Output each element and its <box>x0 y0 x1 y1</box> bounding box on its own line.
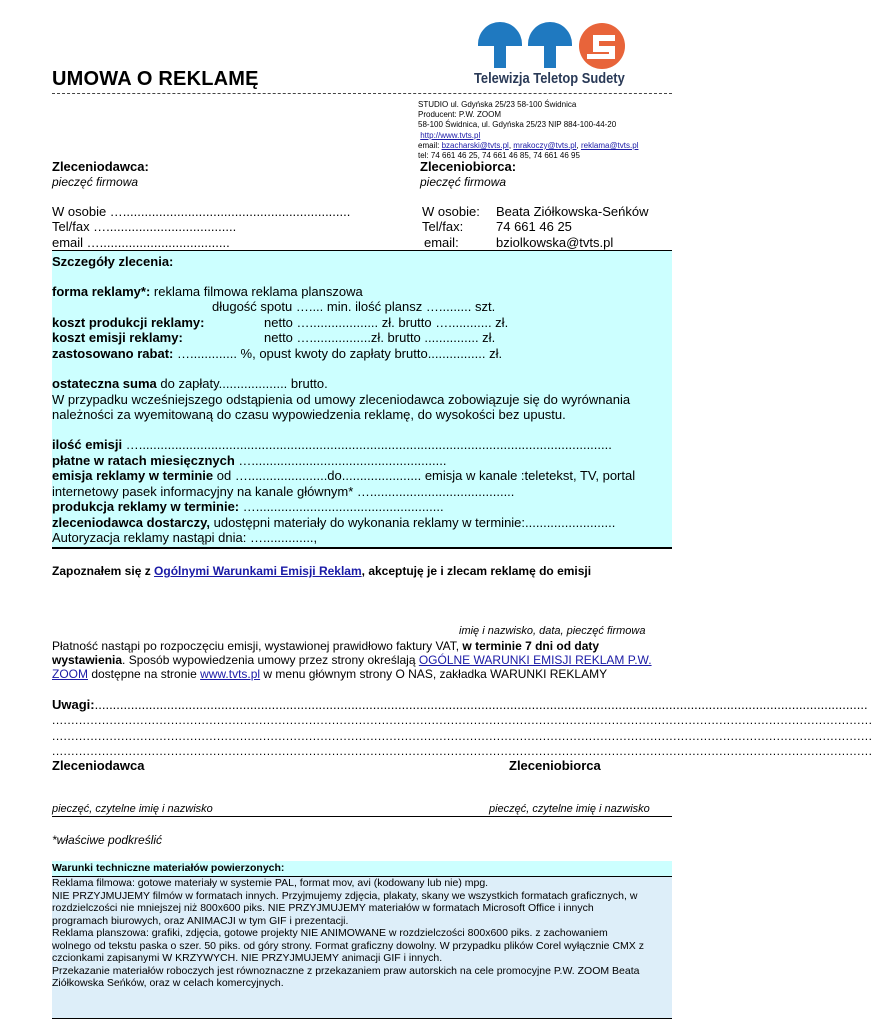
client-signature-label: Zleceniodawca <box>52 758 145 773</box>
studio-producer-address: 58-100 Świdnica, ul. Gdyńska 25/23 NIP 884-100-44-20 <box>418 120 617 130</box>
tech-line: czcionkami zapisanymi W KRZYWYCH. NIE PRZYJMUJEMY animacji GIF i innych. <box>52 952 443 964</box>
client-tel-field[interactable]: Tel/fax ….................................... <box>52 219 237 234</box>
technical-conditions-heading: Warunki techniczne materiałów powierzonych: <box>52 861 672 877</box>
email-link-1[interactable]: bzacharski@tvts.pl <box>441 140 509 150</box>
studio-phones: tel: 74 661 46 25, 74 661 46 85, 74 661 46 95 <box>418 151 580 161</box>
emission-count-value[interactable]: …................................................................................................................................... <box>122 437 612 452</box>
tech-line: NIE PRZYJMUJEMY filmów w formatach innych. Przyjmujemy zdjęcia, plakaty, skany we wszystkich formatach graficznych, w <box>52 889 638 902</box>
ad-form-label: forma reklamy*: <box>52 284 151 299</box>
studio-info <box>418 100 638 161</box>
payment-text-2: . Sposób wypowiedzenia umowy przez strony określają <box>122 653 419 667</box>
general-terms-link[interactable]: Ogólnymi Warunkami Emisji Reklam <box>154 564 362 578</box>
materials-delivery-label: zleceniodawca dostarczy, <box>52 515 210 530</box>
header-divider <box>52 93 672 94</box>
tvts-website-link[interactable]: www.tvts.pl <box>200 667 261 681</box>
payment-terms <box>52 639 672 681</box>
acceptance-statement <box>52 564 591 578</box>
studio-producer: Producent: P.W. ZOOM <box>418 110 501 120</box>
authorization-row[interactable]: Autoryzacja reklamy nastąpi dnia: ….............., <box>52 530 318 545</box>
tts-logo-graphic <box>474 22 634 72</box>
discount-row <box>52 346 502 361</box>
tech-line: Przekazanie materiałów roboczych jest równoznaczne z przekazaniem praw autorskich na cele promocyjne P.W. ZOOM Beata <box>52 964 640 977</box>
document-title: UMOWA O REKLAMĘ <box>52 68 259 90</box>
email-sep-2: , <box>576 140 581 150</box>
client-person-field[interactable]: W osobie …............................................................... <box>52 204 351 219</box>
emission-period-label: emisja reklamy w terminie <box>52 468 214 483</box>
contractor-tel: 74 661 46 25 <box>496 219 572 234</box>
final-sum-label: ostateczna suma <box>52 376 157 391</box>
payment-deadline-2: wystawienia <box>52 653 123 667</box>
studio-website-link[interactable]: http://www.tvts.pl <box>420 130 481 140</box>
contractor-signature-caption: pieczęć, czytelne imię i nazwisko <box>489 803 650 815</box>
discount-value[interactable]: …............. %, opust kwoty do zapłaty brutto................ zł. <box>173 346 503 361</box>
footnote: *właściwe podkreślić <box>52 833 163 847</box>
logo-name: Telewizja Teletop Sudety <box>474 70 625 87</box>
discount-label: zastosowano rabat: <box>52 346 174 361</box>
studio-address: STUDIO ul. Gdyńska 25/23 58-100 Świdnica <box>418 100 577 109</box>
contractor-stamp: pieczęć firmowa <box>420 175 507 189</box>
remarks-dots-1: ...................................................................................................................................................................................................................... <box>94 697 868 712</box>
production-deadline-label: produkcja reklamy w terminie: <box>52 499 240 514</box>
production-cost-value[interactable]: netto …................... zł. brutto …............ zł. <box>264 315 509 330</box>
emission-cost-value[interactable]: netto ….................zł. brutto ............... zł. <box>264 330 496 345</box>
remarks-line-4[interactable]: ...................................................................................................................................................................................................................... <box>52 744 872 758</box>
remarks-line-3[interactable]: ...................................................................................................................................................................................................................... <box>52 729 872 743</box>
emission-count-row <box>52 437 612 452</box>
email-prefix: email: <box>418 140 442 150</box>
details-heading: Szczegóły zlecenia: <box>52 254 174 269</box>
email-link-2[interactable]: mrakoczy@tvts.pl <box>513 140 577 150</box>
contractor-label: Zleceniobiorca: <box>420 159 517 174</box>
email-link-3[interactable]: reklama@tvts.pl <box>580 140 639 150</box>
contractor-person: Beata Ziółkowska-Seńków <box>496 204 649 219</box>
tech-line: rozdzielczości nie mniejszej niż 800x600 piks. NIE PRZYJMUJEMY materiałów w formatach Microsoft Office i innych <box>52 902 594 914</box>
emission-cost-label: koszt emisji reklamy: <box>52 330 183 345</box>
general-terms-link-2[interactable]: OGÓLNE WARUNKI EMISJI REKLAM P.W. <box>418 653 652 667</box>
production-cost-label: koszt produkcji reklamy: <box>52 315 205 330</box>
contractor-email-label: email: <box>424 235 459 250</box>
materials-delivery-row <box>52 515 615 530</box>
contractor-signature-label: Zleceniobiorca <box>509 758 601 773</box>
contractor-person-label: W osobie: <box>422 204 480 219</box>
signature-underline <box>52 816 672 817</box>
order-details-section <box>52 250 672 549</box>
client-label: Zleceniodawca: <box>52 159 149 174</box>
emission-period-row <box>52 468 635 483</box>
remarks-row[interactable] <box>52 697 868 712</box>
general-terms-link-2b[interactable]: ZOOM <box>52 667 88 681</box>
ad-form-options[interactable]: reklama filmowa reklama planszowa <box>150 284 363 299</box>
tech-line: Reklama planszowa: grafiki, zdjęcia, gotowe projekty NIE ANIMOWANE w rozdzielczości 800x600 piks. z zachowaniem <box>52 927 608 939</box>
ad-form-row <box>52 284 363 299</box>
production-deadline-value[interactable]: ….................................................... <box>239 499 444 514</box>
installments-row <box>52 453 446 468</box>
tech-line: Reklama filmowa: gotowe materiały w systemie PAL, format mov, avi (kodowany lub nie) mpg. <box>52 877 489 889</box>
production-deadline-row <box>52 499 444 514</box>
acceptance-suffix: , akceptuję je i zlecam reklamę do emisji <box>361 564 592 578</box>
emission-period-value[interactable]: od …......................do...................... emisja w kanale :teletekst, TV, portal <box>213 468 636 483</box>
tech-line: programach biurowych, oraz ANIMACJI w tym GIF i prezentacji. <box>52 914 349 927</box>
withdrawal-text-2: należności za wyemitowaną do czasu wypowiedzenia reklamę, do wysokości bez upustu. <box>52 407 566 422</box>
payment-deadline-1: w terminie 7 dni od daty <box>459 639 600 653</box>
contractor-email: bziolkowska@tvts.pl <box>496 235 614 250</box>
remarks-line-2[interactable]: ...................................................................................................................................................................................................................... <box>52 713 872 727</box>
installments-value[interactable]: …...................................................... <box>234 453 447 468</box>
client-signature-caption: pieczęć, czytelne imię i nazwisko <box>52 803 213 815</box>
payment-text-3: dostępne na stronie <box>88 667 201 681</box>
emission-count-label: ilość emisji <box>52 437 123 452</box>
technical-conditions-body <box>52 877 672 1019</box>
payment-text-4: w menu głównym strony O NAS, zakładka WARUNKI REKLAMY <box>260 667 608 681</box>
signature-note: imię i nazwisko, data, pieczęć firmowa <box>459 625 646 637</box>
installments-label: płatne w ratach miesięcznych <box>52 453 235 468</box>
emission-channel-row[interactable]: internetowy pasek informacyjny na kanale głównym* …........................................ <box>52 484 515 499</box>
remarks-label: Uwagi: <box>52 697 95 712</box>
tech-line: Ziółkowska Seńków, oraz w celach komercyjnych. <box>52 977 284 989</box>
tech-line: wolnego od tekstu paska o szer. 50 piks. od góry strony. Format graficzny dowolny. W przypadku plików Corel wyłącznie CMX z <box>52 939 644 952</box>
final-sum-value[interactable]: do zapłaty................... brutto. <box>156 376 328 391</box>
payment-text-1: Płatność nastąpi po rozpoczęciu emisji, wystawionej prawidłowo faktury VAT, <box>52 639 460 653</box>
acceptance-prefix: Zapoznałem się z <box>52 564 155 578</box>
final-sum-row <box>52 376 328 391</box>
spot-length-row[interactable]: długość spotu ….... min. ilość plansz …......... szt. <box>212 299 496 314</box>
withdrawal-text-1: W przypadku wcześniejszego odstąpienia od umowy zleceniodawca zobowiązuje się do wyrównania <box>52 392 631 407</box>
email-sep-1: , <box>508 140 514 150</box>
materials-delivery-value[interactable]: udostępni materiały do wykonania reklamy w terminie:......................... <box>210 515 616 530</box>
client-email-field[interactable]: email ….................................... <box>52 235 230 250</box>
client-stamp: pieczęć firmowa <box>52 175 139 189</box>
contractor-tel-label: Tel/fax: <box>422 219 464 234</box>
